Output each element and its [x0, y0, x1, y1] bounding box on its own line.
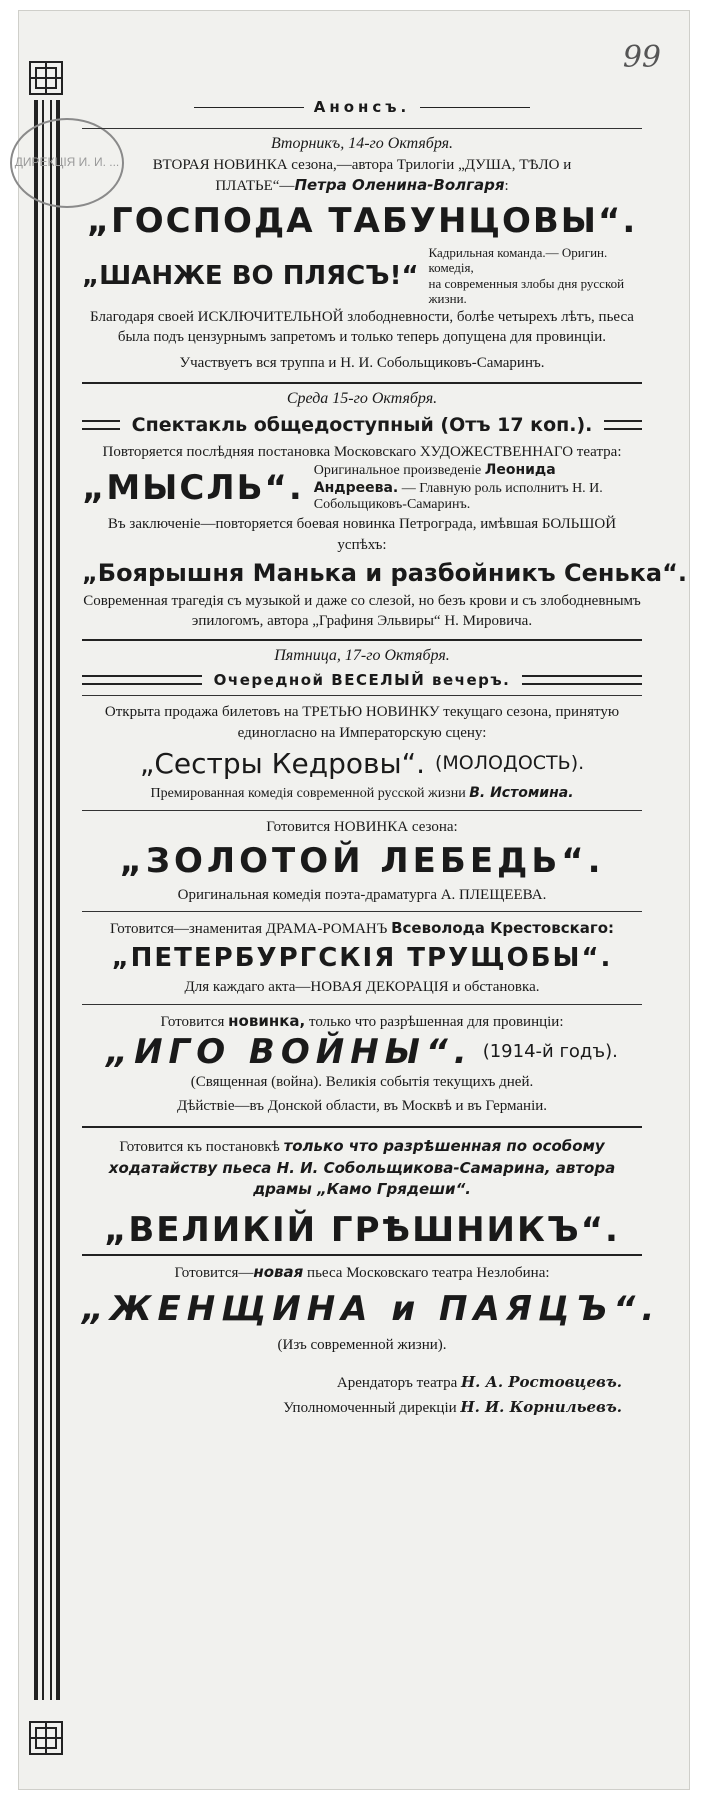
paragraph: Готовится—новая пьеса Московскаго театра Незлобина: — [174, 1263, 550, 1282]
paragraph: Премированная комедія современной русской жизни В. Истомина. — [150, 784, 574, 801]
section-wednesday — [82, 389, 688, 632]
signature-line: Уполномоченный дирекціи Н. И. Корнильевъ. — [283, 1397, 622, 1416]
paragraph: Открыта продажа билетовъ на ТРЕТЬЮ НОВИНКУ текущаго сезона, принятую единогласно на Императорскую сцену: — [104, 704, 620, 741]
play-title: „ИГО ВОЙНЫ“. — [106, 1031, 473, 1072]
play-note: (МОЛОДОСТЬ). — [434, 752, 585, 775]
page-number: 99 — [622, 40, 661, 75]
signatures — [82, 1370, 642, 1420]
play-title: „Сестры Кедровы“. — [139, 746, 425, 780]
section-great-sinner — [82, 1136, 642, 1250]
play-note: (1914-й годъ). — [482, 1041, 618, 1063]
poster-content — [82, 92, 688, 1420]
section-woman-and-clown — [82, 1262, 661, 1356]
paragraph: Повторяется послѣдняя постановка Московскаго ХУДОЖЕСТВЕННАГО театра: — [102, 443, 622, 460]
subtitle-description: Кадрильная команда.— Оригин. комедія, на современныя злобы дня русской жизни. — [428, 244, 625, 307]
play-subtitle: „ШАНЖЕ ВО ПЛЯСЪ!“ — [82, 260, 419, 291]
paragraph: Дѣйствіе—въ Донской области, въ Москвѣ и въ Германіи. — [176, 1098, 548, 1115]
paragraph: Участвуетъ вся труппа и Н. И. Собольщиковъ-Самаринъ. — [179, 355, 545, 372]
section-petersburg — [82, 918, 642, 998]
play-title: „ЖЕНЩИНА и ПАЯЦЪ“. — [82, 1289, 661, 1330]
paragraph: Готовится НОВИНКА сезона: — [266, 818, 458, 835]
day-heading: Среда 15-го Октября. — [286, 389, 438, 407]
signature-line: Арендаторъ театра Н. А. Ростовцевъ. — [336, 1372, 622, 1391]
play-title: „Боярышня Манька и разбойникъ Сенька“. — [82, 558, 688, 587]
paragraph: (Священная (война). Великія событія текущихъ дней. — [190, 1073, 534, 1090]
library-stamp: ДИРЕКЦІЯ И. И. ... — [10, 118, 124, 208]
day-heading: Вторникъ, 14-го Октября. — [270, 135, 454, 152]
ornament-icon — [28, 60, 64, 96]
paragraph: Благодаря своей ИСКЛЮЧИТЕЛЬНОЙ злободневности, болѣе четырехъ лѣтъ, пьеса была подъ цензурнымъ запретомъ и только теперь допущена для провинціи. — [90, 308, 634, 346]
ornament-icon — [28, 1720, 64, 1756]
play-title: „МЫСЛЬ“. — [82, 468, 304, 509]
section-golden-swan — [82, 817, 642, 906]
play-title: „ПЕТЕРБУРГСКІЯ ТРУЩОБЫ“. — [111, 943, 613, 974]
section-yoke-of-war — [82, 1011, 642, 1117]
play-description: Оригинальное произведеніе Леонида Андреева. — Главную роль исполнитъ Н. И. Собольщиковъ-Самаринъ. — [313, 461, 603, 513]
play-title: „ГОСПОДА ТАБУНЦОВЫ“. — [86, 200, 638, 241]
text-line: ВТОРАЯ НОВИНКА сезона,—автора Трилогіи „ДУША, ТѢЛО и — [152, 157, 572, 173]
announce-title: Анонсъ. — [313, 98, 411, 116]
paragraph: Въ заключеніе—повторяется боевая новинка Петрограда, имѣвшая БОЛЬШОЙ успѣхъ: — [107, 516, 617, 553]
paragraph: Готовится новинка, только что разрѣшенная для провинціи: — [160, 1011, 564, 1030]
text-line: ПЛАТЬЕ“—Петра Оленина-Волгаря: — [215, 176, 509, 195]
paragraph: Оригинальная комедія поэта-драматурга А. ПЛЕЩЕЕВА. — [177, 886, 547, 903]
play-title: „ВЕЛИКІЙ ГРѢШНИКЪ“. — [104, 1210, 620, 1251]
section-friday — [82, 647, 642, 803]
play-title-row — [82, 743, 642, 784]
section-tuesday — [82, 135, 642, 374]
play-subtitle-row — [82, 245, 642, 307]
paragraph: Готовится—знаменитая ДРАМА-РОМАНЪ Всеволода Крестовскаго: — [109, 919, 615, 938]
paragraph: Готовится къ постановкѣ только что разрѣшенная по особому ходатайству пьеса Н. И. Собольщикова-Самарина, автора драмы „Камо Грядеши“. — [108, 1137, 616, 1198]
paragraph: Для каждаго акта—НОВАЯ ДЕКОРАЦІЯ и обстановка. — [184, 979, 540, 996]
paragraph: Современная трагедія съ музыкой и даже со слезой, но безъ крови и съ злободневнымъ эпилогомъ, автора „Графиня Эльвиры“ Н. Мировича. — [83, 592, 641, 630]
play-title: „ЗОЛОТОЙ ЛЕБЕДЬ“. — [119, 840, 605, 881]
spectacle-heading: Спектакль общедоступный (Отъ 17 коп.). — [131, 413, 593, 436]
announce-header — [82, 92, 642, 122]
paragraph: (Изъ современной жизни). — [277, 1337, 447, 1354]
ornamental-border — [28, 60, 64, 1760]
day-heading: Пятница, 17-го Октября. — [274, 647, 450, 665]
play-title-row — [82, 462, 642, 514]
evening-heading: Очередной ВЕСЕЛЫЙ вечеръ. — [213, 671, 511, 690]
play-title-row — [82, 1032, 642, 1072]
